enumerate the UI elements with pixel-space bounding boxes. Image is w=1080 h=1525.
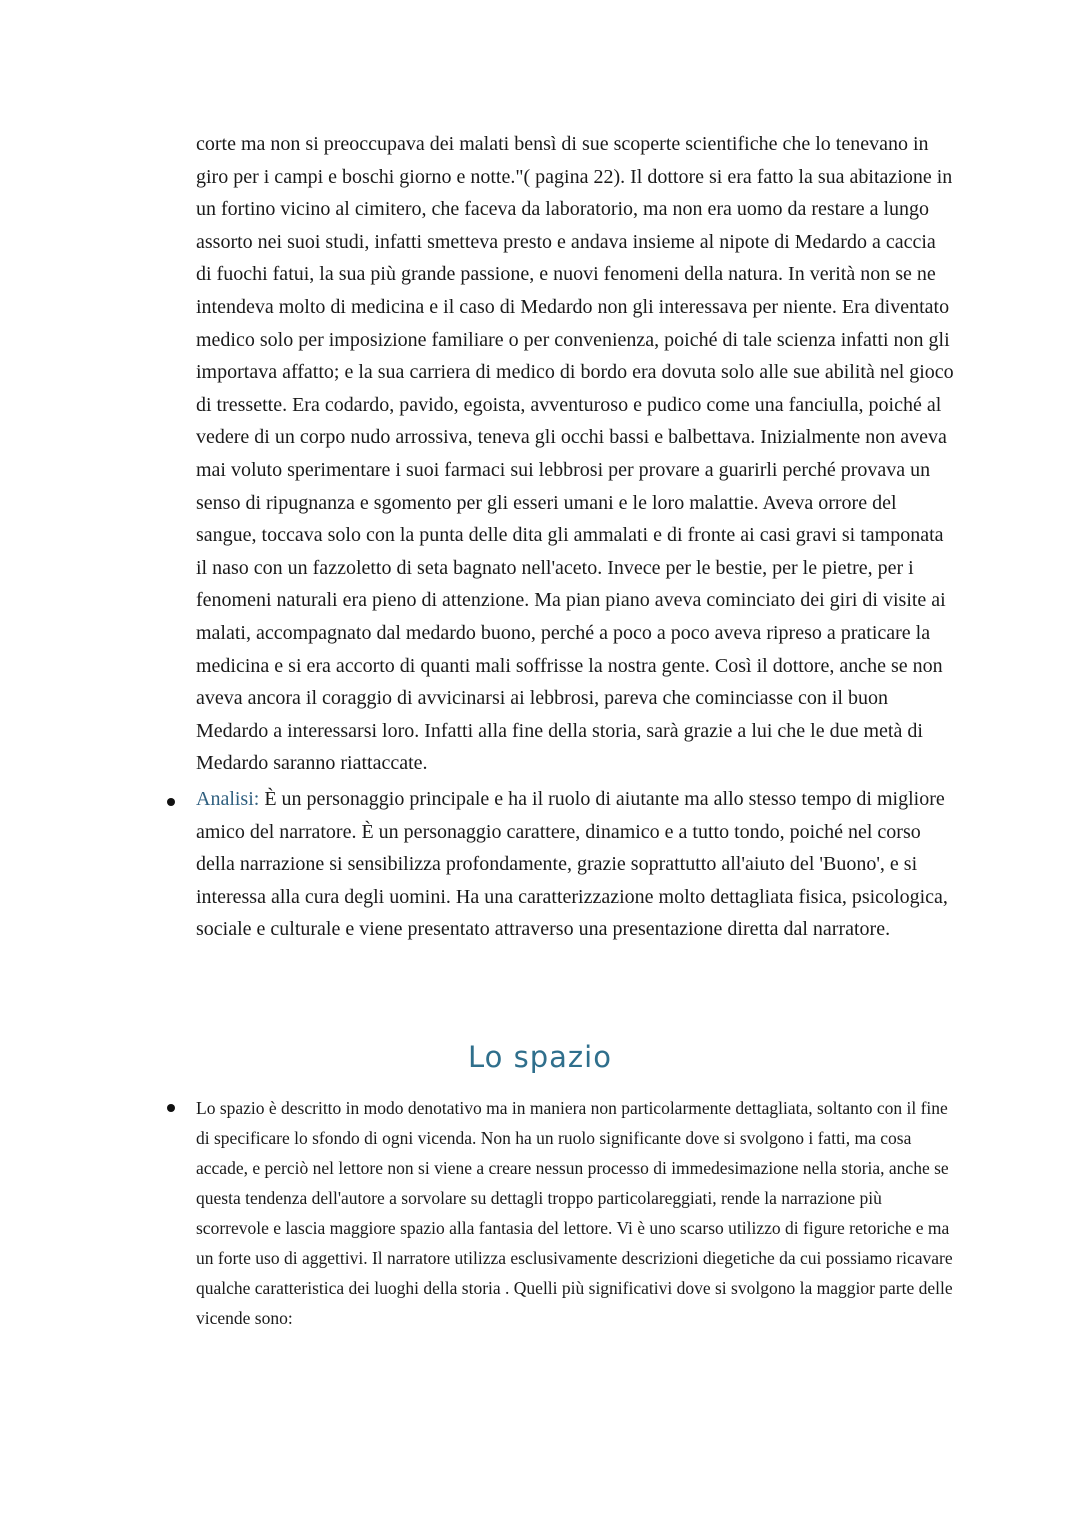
analysis-label: Analisi: — [196, 788, 260, 810]
bullet-point — [167, 798, 175, 806]
analysis-paragraph — [196, 783, 956, 946]
section-heading: Lo spazio — [468, 1040, 612, 1074]
space-description-paragraph — [196, 1093, 956, 1333]
paragraph-text: corte ma non si preoccupava dei malati bensì di sue scoperte scientifiche che lo tenevano in giro per i campi e boschi giorno e notte."( pagina 22). Il dottore si era fatto la sua abitazione in un fortino vicino al cimitero, che faceva da laboratorio, ma non era uomo da restare a lungo assorto nei suoi studi, infatti smetteva presto e andava insieme al nipote di Medardo a caccia di fuochi fatui, la sua più grande passione, e nuovi fenomeni della natura. In verità non se ne intendeva molto di medicina e il caso di Medardo non gli interessava per niente. Era diventato medico solo per imposizione familiare o per convenienza, poiché di tale scienza infatti non gli importava affatto; e la sua carriera di medico di bordo era dovuta solo alle sue abilità nel gioco di tressette. Era codardo, pavido, egoista, avventuroso e pudico come una fanciulla, poiché al vedere di un corpo nudo arrossiva, teneva gli occhi bassi e balbettava. Inizialmente non aveva mai voluto sperimentare i suoi farmaci sui lebbrosi per provare a guarirli perché provava un senso di ripugnanza e sgomento per gli esseri umani e le loro malattie. Aveva orrore del sangue, toccava solo con la punta delle dita gli ammalati e di fronte ai casi gravi si tamponata il naso con un fazzoletto di seta bagnato nell'aceto. Invece per le bestie, per le pietre, per i fenomeni naturali era pieno di attenzione. Ma pian piano aveva cominciato dei giri di visite ai malati, accompagnato dal medardo buono, perché a poco a poco aveva ripreso a praticare la medicina e si era accorto di quanti mali soffrisse la nostra gente. Così il dottore, anche se non aveva ancora il coraggio di avvicinarsi ai lebbrosi, pareva che cominciasse con il buon Medardo a interessarsi loro. Infatti alla fine della storia, sarà grazie a lui che le due metà di Medardo saranno riattaccate. — [196, 133, 954, 775]
space-text: Lo spazio è descritto in modo denotativo ma in maniera non particolarmente dettagliata, soltanto con il fine di specificare lo sfondo di ogni vicenda. Non ha un ruolo significante dove si svolgono i fatti, ma cosa accade, e perciò nel lettore non si viene a creare nessun processo di immedesimazione nella storia, anche se questa tendenza dell'autore a sorvolare su dettagli troppo particolareggiati, rende la narrazione più scorrevole e lascia maggiore spazio alla fantasia del lettore. Vi è uno scarso utilizzo di figure retoriche e ma un forte uso di aggettivi. Il narratore utilizza esclusivamente descrizioni diegetiche da cui possiamo ricavare qualche caratteristica dei luoghi della storia . Quelli più significativi dove si svolgono la maggior parte delle vicende sono: — [196, 1098, 953, 1328]
bullet-point — [167, 1104, 175, 1112]
analysis-text: È un personaggio principale e ha il ruolo di aiutante ma allo stesso tempo di migliore amico del narratore. È un personaggio carattere, dinamico e a tutto tondo, poiché nel corso della narrazione si sensibilizza profondamente, grazie soprattutto all'aiuto del 'Buono', e si interessa alla cura degli uomini. Ha una caratterizzazione molto dettagliata fisica, psicologica, sociale e culturale e viene presentato attraverso una presentazione diretta dal narratore. — [196, 788, 948, 941]
character-description-paragraph — [196, 128, 956, 780]
